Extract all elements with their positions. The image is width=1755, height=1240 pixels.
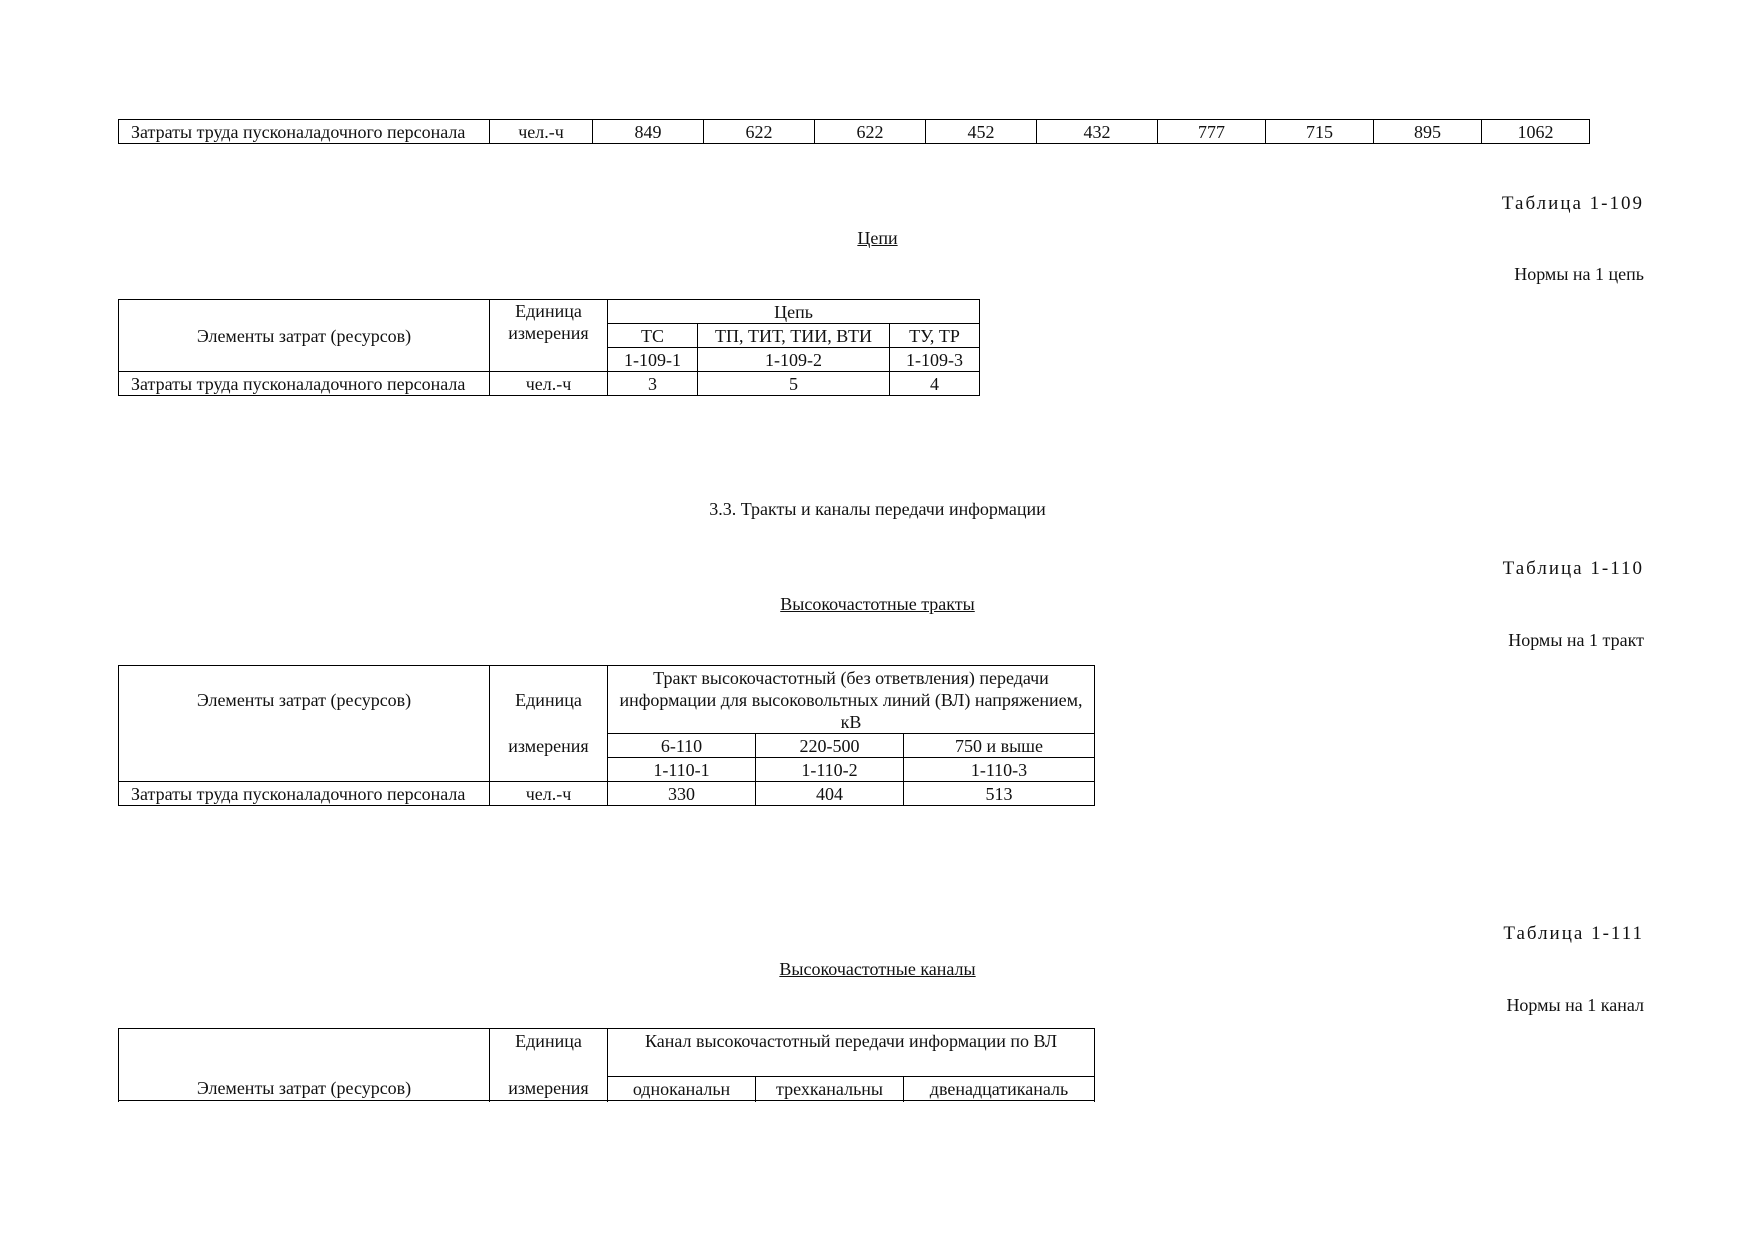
column-header-unit: Единица измерения — [490, 300, 608, 372]
top-partial-table — [118, 119, 1590, 144]
value-cell: 777 — [1158, 120, 1266, 144]
table-1-111-clip — [0, 1028, 1755, 1102]
table-row — [119, 120, 1590, 144]
value-cell: 895 — [1374, 120, 1482, 144]
value-cell: 513 — [904, 782, 1095, 806]
empty-cell — [119, 758, 490, 782]
table-header-row — [119, 1029, 1095, 1077]
empty-cell — [119, 734, 490, 758]
table-row — [119, 1100, 1095, 1102]
column-header-elements: Элементы затрат (ресурсов) — [119, 300, 490, 372]
value-cell: 622 — [815, 120, 926, 144]
column-header: ТУ, ТР — [890, 324, 980, 348]
code-cell: 1-109-3 — [890, 348, 980, 372]
value-cell: 622 — [704, 120, 815, 144]
empty-cell — [904, 1100, 1095, 1102]
column-header-elements: Элементы затрат (ресурсов) — [119, 666, 490, 734]
value-cell: 3 — [608, 372, 698, 396]
column-header-unit: измерения — [490, 1076, 608, 1100]
table-title: Высокочастотные каналы — [779, 959, 976, 979]
empty-cell — [490, 1100, 608, 1102]
column-group-header: Цепь — [608, 300, 980, 324]
code-cell: 1-110-1 — [608, 758, 756, 782]
unit-cell: чел.-ч — [490, 372, 608, 396]
table-1-111 — [118, 1028, 1095, 1102]
section-heading: 3.3. Тракты и каналы передачи информации — [709, 499, 1046, 519]
column-header: 750 и выше — [904, 734, 1095, 758]
norm-note: Нормы на 1 тракт — [1508, 630, 1644, 650]
column-header-unit: измерения — [490, 734, 608, 758]
table-title: Высокочастотные тракты — [780, 594, 975, 614]
value-cell: 452 — [926, 120, 1037, 144]
value-cell: 715 — [1266, 120, 1374, 144]
code-cell: 1-110-3 — [904, 758, 1095, 782]
table-caption: Таблица 1-111 — [1503, 923, 1644, 944]
value-cell: 404 — [756, 782, 904, 806]
table-1-109 — [118, 299, 980, 396]
column-header: трехканальны — [756, 1076, 904, 1100]
empty-cell — [756, 1100, 904, 1102]
column-header-unit: Единица — [490, 1029, 608, 1077]
unit-cell: чел.-ч — [490, 120, 593, 144]
value-cell: 5 — [698, 372, 890, 396]
table-header-row — [119, 734, 1095, 758]
table-code-row — [119, 758, 1095, 782]
column-header: двенадцатиканаль — [904, 1076, 1095, 1100]
code-cell: 1-110-2 — [756, 758, 904, 782]
column-header: одноканальн — [608, 1076, 756, 1100]
table-header-row — [119, 1076, 1095, 1100]
table-row — [119, 782, 1095, 806]
element-cell: Затраты труда пусконаладочного персонала — [119, 372, 490, 396]
code-cell: 1-109-1 — [608, 348, 698, 372]
table-row — [119, 372, 980, 396]
column-group-header: Тракт высокочастотный (без ответвления) передачи информации для высоковольтных линий (ВЛ) напряжением, кВ — [608, 666, 1095, 734]
element-cell: Затраты труда пусконаладочного персонала — [119, 120, 490, 144]
column-header-elements: Элементы затрат (ресурсов) — [119, 1076, 490, 1100]
column-header: 220-500 — [756, 734, 904, 758]
column-header-unit: Единица — [490, 666, 608, 734]
table-caption: Таблица 1-109 — [1501, 193, 1644, 214]
code-cell: 1-109-2 — [698, 348, 890, 372]
empty-cell — [119, 1100, 490, 1102]
value-cell: 4 — [890, 372, 980, 396]
value-cell: 1062 — [1482, 120, 1590, 144]
table-header-row — [119, 300, 980, 324]
column-header: ТС — [608, 324, 698, 348]
value-cell: 432 — [1037, 120, 1158, 144]
empty-cell — [119, 1029, 490, 1077]
unit-cell: чел.-ч — [490, 782, 608, 806]
table-header-row — [119, 666, 1095, 734]
empty-cell — [490, 758, 608, 782]
value-cell: 849 — [593, 120, 704, 144]
element-cell: Затраты труда пусконаладочного персонала — [119, 782, 490, 806]
column-header: 6-110 — [608, 734, 756, 758]
empty-cell — [608, 1100, 756, 1102]
table-1-110 — [118, 665, 1095, 806]
table-caption: Таблица 1-110 — [1502, 558, 1644, 579]
column-group-header: Канал высокочастотный передачи информации по ВЛ — [608, 1029, 1095, 1077]
norm-note: Нормы на 1 цепь — [1514, 264, 1644, 284]
norm-note: Нормы на 1 канал — [1506, 995, 1644, 1015]
value-cell: 330 — [608, 782, 756, 806]
table-title: Цепи — [857, 228, 898, 248]
column-header: ТП, ТИТ, ТИИ, ВТИ — [698, 324, 890, 348]
